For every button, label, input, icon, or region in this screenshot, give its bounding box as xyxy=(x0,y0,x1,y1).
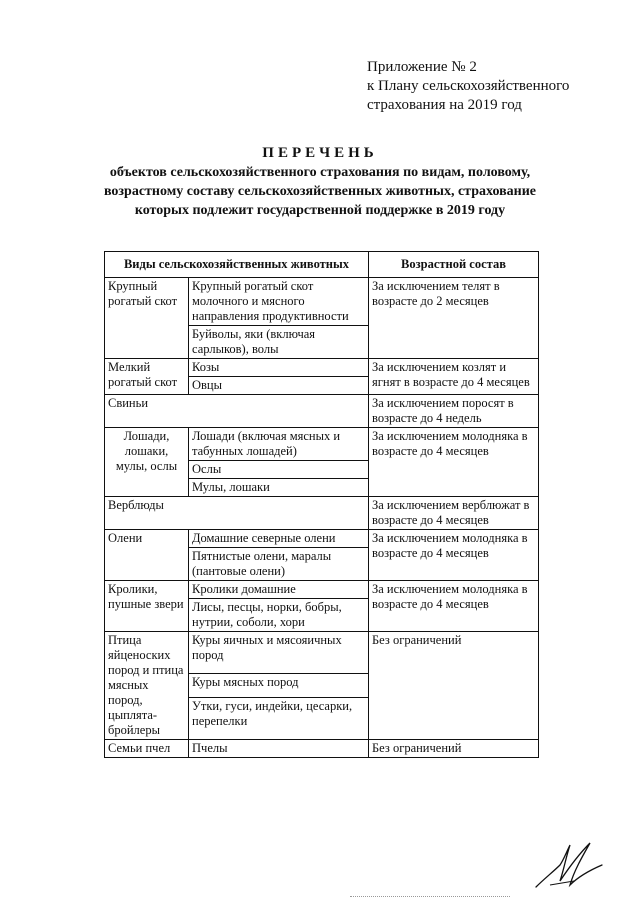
scan-artifact xyxy=(350,896,510,900)
group-cell: Семьи пчел xyxy=(105,740,189,758)
group-cell: Мелкий рогатый скот xyxy=(105,359,189,395)
subtype-cell: Пчелы xyxy=(189,740,369,758)
subtype-cell: Мулы, лошаки xyxy=(189,479,369,497)
table-row xyxy=(105,395,539,428)
table-row xyxy=(105,359,539,377)
age-cell: За исключением молодняка в возрасте до 4 месяцев xyxy=(369,428,539,497)
table-row xyxy=(105,740,539,758)
subtype-cell: Козы xyxy=(189,359,369,377)
age-cell: Без ограничений xyxy=(369,632,539,740)
subtype-cell: Буйволы, яки (включая сарлыков), волы xyxy=(189,326,369,359)
document-subtitle: объектов сельскохозяйственного страхования по видам, половому, возрастному составу сельскохозяйственных животных, страхование которых подлежит государственной поддержке в 2019 году xyxy=(103,165,537,218)
group-cell: Птица яйценоских пород и птица мясных пород, цыплята-бройлеры xyxy=(105,632,189,740)
header-kinds: Виды сельскохозяйственных животных xyxy=(105,252,369,278)
age-cell: За исключением телят в возрасте до 2 месяцев xyxy=(369,278,539,359)
subtype-cell: Куры яичных и мясояичных пород xyxy=(189,632,369,674)
subtype-cell: Ослы xyxy=(189,461,369,479)
group-cell: Верблюды xyxy=(105,497,369,530)
appendix-plan: к Плану сельскохозяйственного xyxy=(367,78,570,94)
subtype-cell: Утки, гуси, индейки, цесарки, перепелки xyxy=(189,697,369,739)
table-row xyxy=(105,278,539,326)
table-header-row xyxy=(105,252,539,278)
age-cell: За исключением козлят и ягнят в возрасте до 4 месяцев xyxy=(369,359,539,395)
group-cell: Свиньи xyxy=(105,395,369,428)
animals-table xyxy=(104,251,539,758)
group-cell: Кролики, пушные звери xyxy=(105,581,189,632)
group-cell: Лошади, лошаки, мулы, ослы xyxy=(105,428,189,497)
subtype-cell: Овцы xyxy=(189,377,369,395)
table-row xyxy=(105,632,539,674)
subtype-cell: Куры мясных пород xyxy=(189,674,369,697)
appendix-number: Приложение № 2 xyxy=(367,59,477,75)
subtype-cell: Кролики домашние xyxy=(189,581,369,599)
handwritten-signature xyxy=(530,835,610,895)
subtype-cell: Лисы, песцы, норки, бобры, нутрии, соболи, хори xyxy=(189,599,369,632)
table-row xyxy=(105,530,539,548)
subtype-cell: Крупный рогатый скот молочного и мясного направления продуктивности xyxy=(189,278,369,326)
age-cell: За исключением поросят в возрасте до 4 недель xyxy=(369,395,539,428)
table-row xyxy=(105,428,539,461)
header-age: Возрастной состав xyxy=(369,252,539,278)
subtype-cell: Домашние северные олени xyxy=(189,530,369,548)
age-cell: Без ограничений xyxy=(369,740,539,758)
subtype-cell: Пятнистые олени, маралы (пантовые олени) xyxy=(189,548,369,581)
table-row xyxy=(105,497,539,530)
group-cell: Олени xyxy=(105,530,189,581)
age-cell: За исключением молодняка в возрасте до 4 месяцев xyxy=(369,581,539,632)
table-row xyxy=(105,581,539,599)
appendix-year: страхования на 2019 год xyxy=(367,97,522,113)
group-cell: Крупный рогатый скот xyxy=(105,278,189,359)
appendix-note xyxy=(367,58,569,115)
subtype-cell: Лошади (включая мясных и табунных лошадей) xyxy=(189,428,369,461)
document-title: ПЕРЕЧЕНЬ xyxy=(262,145,378,161)
age-cell: За исключением молодняка в возрасте до 4 месяцев xyxy=(369,530,539,581)
age-cell: За исключением верблюжат в возрасте до 4 месяцев xyxy=(369,497,539,530)
